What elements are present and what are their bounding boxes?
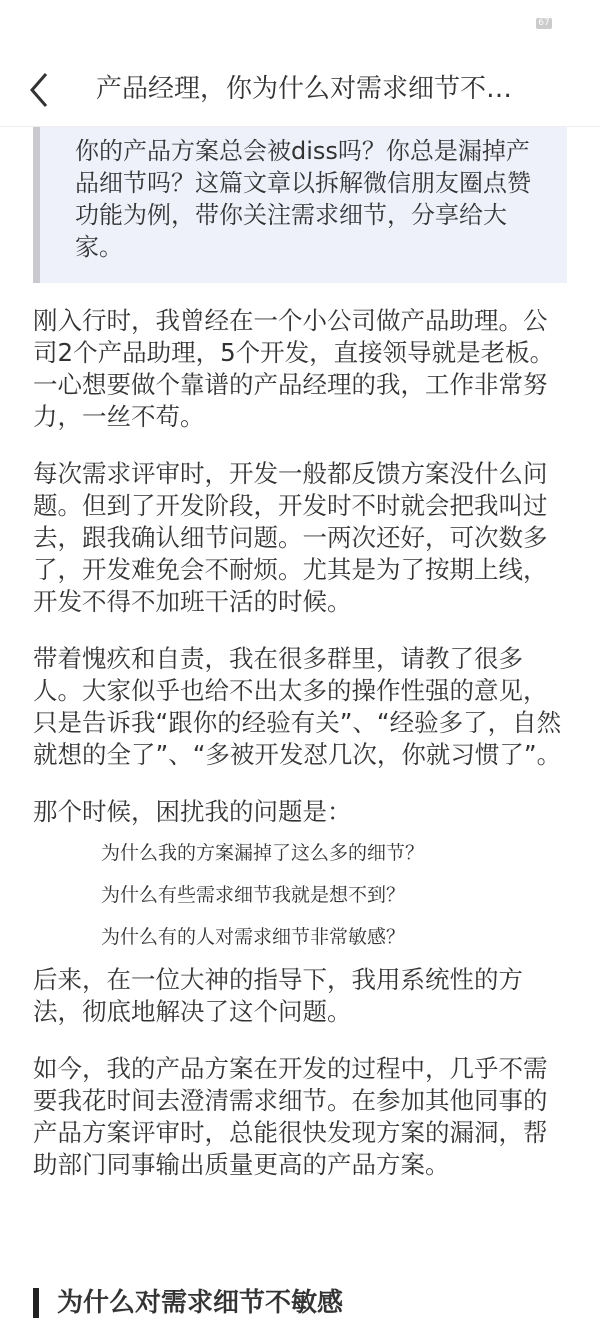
- back-icon[interactable]: [26, 70, 56, 110]
- section-heading: 为什么对需求细节不敏感: [33, 1288, 343, 1318]
- article-summary-quote: 你的产品方案总会被diss吗？你总是漏掉产品细节吗？这篇文章以拆解微信朋友圈点赞功能为例，带你关注需求细节，分享给大家。: [33, 127, 567, 283]
- nav-header: [0, 50, 600, 127]
- list-item: 为什么有的人对需求细节非常敏感？: [101, 926, 406, 948]
- paragraph: 那个时候，困扰我的问题是：: [33, 797, 352, 826]
- paragraph: 后来，在一位大神的指导下，我用系统性的方法，彻底地解决了这个问题。: [33, 965, 523, 1026]
- paragraph: 带着愧疚和自责，我在很多群里，请教了很多人。大家似乎也给不出太多的操作性强的意见，只是告诉我“跟你的经验有关”、“经验多了，自然就想的全了”、“多被开发怼几次，你就习惯了”。: [33, 644, 562, 769]
- list-item: 为什么我的方案漏掉了这么多的细节？: [101, 842, 425, 864]
- page-title: 产品经理，你为什么对需求细节不…: [96, 74, 513, 104]
- paragraph: 如今，我的产品方案在开发的过程中，几乎不需要我花时间去澄清需求细节。在参加其他同事的产品方案评审时，总能很快发现方案的漏洞，帮助部门同事输出质量更高的产品方案。: [33, 1054, 548, 1179]
- question-list: [101, 832, 567, 958]
- status-bar: [0, 0, 600, 50]
- paragraph: 每次需求评审时，开发一般都反馈方案没什么问题。但到了开发阶段，开发时不时就会把我叫过去，跟我确认细节问题。一两次还好，可次数多了，开发难免会不耐烦。尤其是为了按期上线，开发不得不加班干活的时候。: [33, 459, 548, 616]
- list-item: 为什么有些需求细节我就是想不到？: [101, 884, 406, 906]
- battery-icon: 67: [536, 18, 552, 29]
- article-body: [0, 283, 600, 1181]
- paragraph: 刚入行时，我曾经在一个小公司做产品助理。公司2个产品助理，5个开发，直接领导就是老板。一心想要做个靠谱的产品经理的我，工作非常努力，一丝不苟。: [33, 306, 555, 431]
